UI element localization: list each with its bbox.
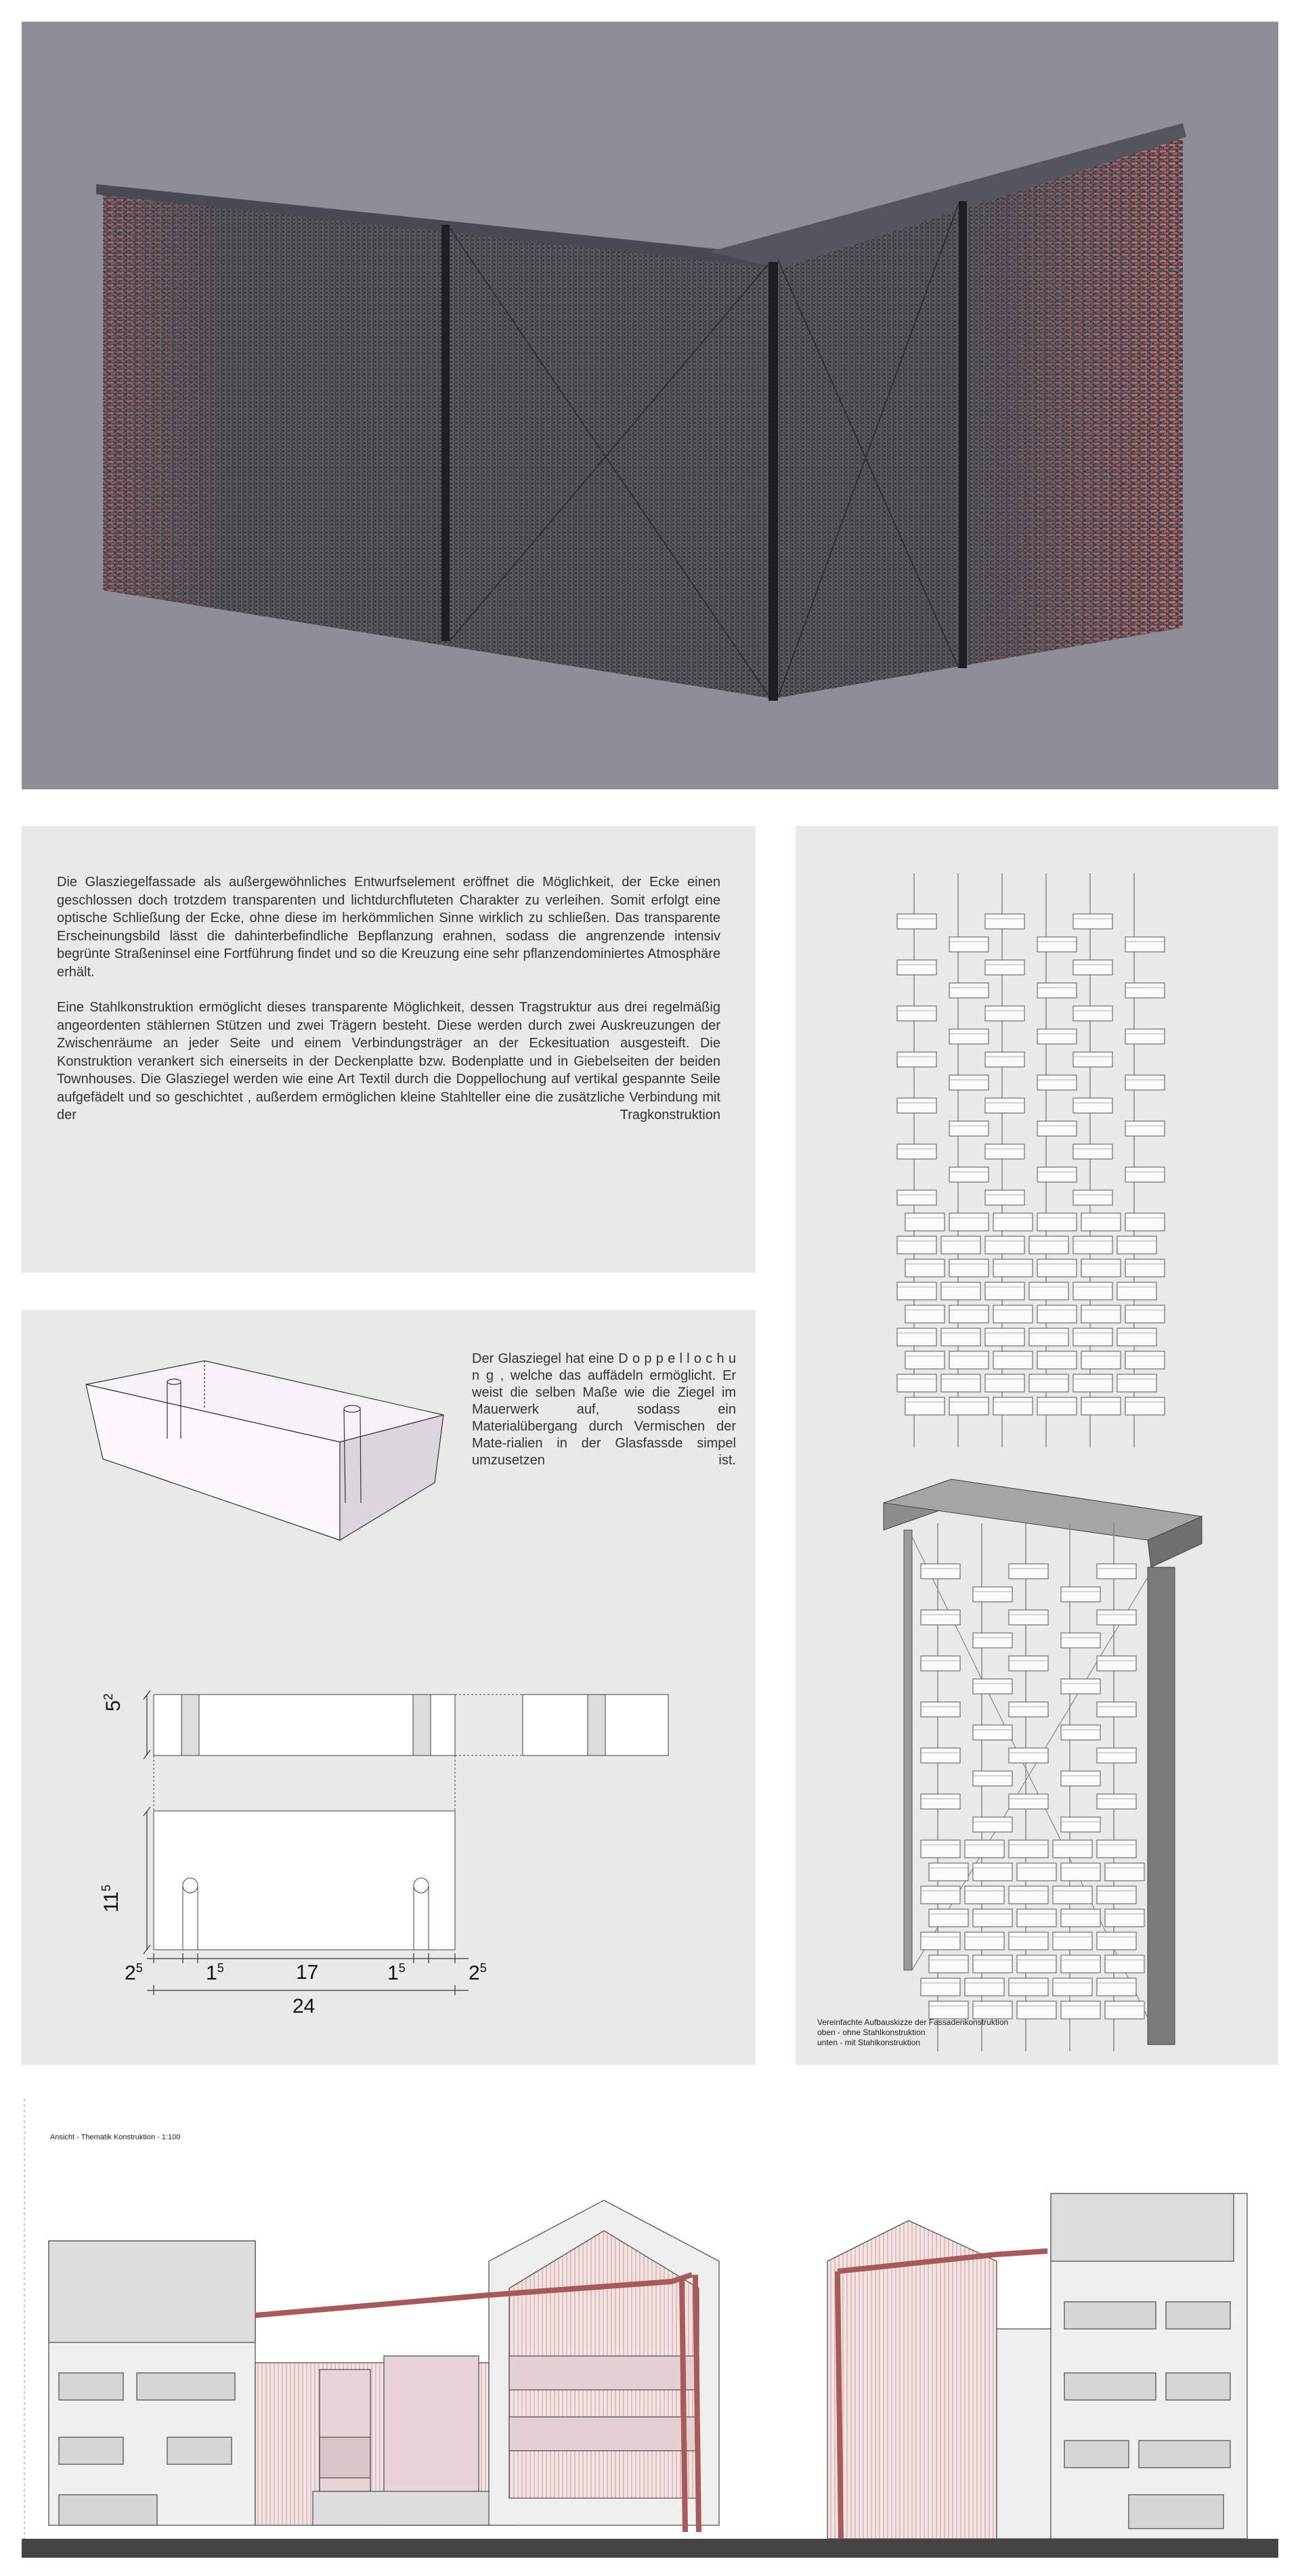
glass-brick — [1097, 1978, 1136, 1996]
glass-brick — [905, 1397, 945, 1415]
sketch-with-steel — [884, 1479, 1202, 2051]
dim-total: 24 — [292, 1995, 316, 2017]
glass-brick — [921, 1794, 960, 1809]
glass-brick — [1097, 1748, 1136, 1763]
glass-brick — [897, 1190, 936, 1205]
glass-brick-isometric — [86, 1361, 443, 1540]
glass-brick — [929, 1909, 968, 1927]
glass-brick — [1125, 1167, 1165, 1182]
glass-brick — [897, 914, 936, 929]
glass-brick — [993, 1397, 1033, 1415]
glass-brick-description: Der Glasziegel hat eine D o p p e l l o c h u n g , welche das auffädeln ermöglicht. Er weist die selben Maße wie die Ziegel im Mauerwerk auf, sodass ein Materialübergang durch Vermischen der Mate-rialien in der Glasfassde simpel umzusetzen ist. — [472, 1351, 736, 1468]
glass-brick — [1097, 1610, 1136, 1625]
glass-brick — [985, 1190, 1024, 1205]
glass-brick — [1017, 2001, 1056, 2019]
glass-brick — [1125, 1305, 1165, 1323]
glass-brick — [1061, 1817, 1100, 1832]
glass-brick — [985, 1144, 1024, 1159]
glass-brick — [1073, 1190, 1112, 1205]
glass-brick — [1117, 1282, 1156, 1300]
glass-brick — [941, 1236, 980, 1254]
glass-brick — [993, 1351, 1033, 1369]
brick-top-view — [154, 1695, 668, 1755]
glass-brick — [985, 1052, 1024, 1067]
glass-brick — [1037, 937, 1077, 952]
dim-left-margin: $2^5$ — [125, 1961, 143, 1984]
glass-brick — [1061, 1679, 1100, 1694]
glass-brick — [1017, 1955, 1056, 1973]
glass-brick — [1081, 1213, 1121, 1231]
column — [441, 225, 450, 641]
glass-brick — [949, 983, 989, 998]
glass-brick — [993, 1259, 1033, 1277]
glass-brick — [949, 1305, 989, 1323]
construction-paragraph: Eine Stahlkonstruktion ermöglicht dieses transparente Möglichkeit, dessen Tragstruktur aus drei regelmäßig angeordenten stählernen Stützen und zwei Trägern besteht. Diese werden durch zwei Auskreuzungen der Zwischenräume an jeder Seite und einem Verbindungsträger an der Eckesituation ausgesteift. Die Konstruktion verankert sich einerseits in der Deckenplatte bzw. Bodenplatte und in Giebelseiten der beiden Townhouses. Die Glasziegel werden wie eine Art Textil durch die Doppellochung auf vertikal gespannte Seile aufgefädelt und so geschichtet , außerdem ermöglichen kleine Stahlteller eine die zusätzliche Verbindung mit der Tragkonstruktion — [57, 1000, 720, 1122]
glass-brick — [897, 1282, 936, 1300]
glass-brick — [973, 1587, 1012, 1602]
glass-brick — [921, 1932, 960, 1950]
description-panel — [22, 826, 756, 1273]
dim-height-small: $5^2$ — [102, 1693, 125, 1711]
glass-brick — [1037, 1029, 1077, 1044]
glass-brick — [1073, 1006, 1112, 1021]
glass-brick — [897, 1236, 936, 1254]
glass-brick-panel — [22, 1310, 756, 2065]
glass-brick — [973, 1863, 1012, 1881]
glass-brick — [985, 1236, 1024, 1254]
glass-brick — [1037, 1397, 1077, 1415]
glass-brick — [921, 1748, 960, 1763]
glass-brick — [897, 1098, 936, 1113]
glass-brick — [1105, 1909, 1144, 1927]
glass-brick — [1105, 1955, 1144, 1973]
glass-brick — [985, 960, 1024, 975]
glass-brick — [1009, 1702, 1048, 1717]
glass-brick — [1061, 1771, 1100, 1786]
glass-brick — [1097, 1794, 1136, 1809]
glass-brick — [921, 1978, 960, 1996]
glass-brick — [1037, 983, 1077, 998]
glass-brick — [993, 1305, 1033, 1323]
glass-brick — [973, 2001, 1012, 2019]
glass-brick — [1125, 1029, 1165, 1044]
glass-brick — [1073, 1144, 1112, 1159]
column — [959, 201, 967, 668]
glass-brick — [1053, 1978, 1092, 1996]
glass-brick — [1029, 1374, 1068, 1392]
sketch-caption-line: oben - ohne Stahlkonstruktion — [817, 2028, 926, 2037]
glass-brick — [1029, 1328, 1068, 1346]
glass-brick — [1053, 1840, 1092, 1858]
glass-brick — [1125, 1213, 1165, 1231]
glass-brick — [973, 1955, 1012, 1973]
glass-brick — [1073, 914, 1112, 929]
ground — [22, 2539, 1278, 2558]
description-text — [57, 873, 720, 1142]
glass-brick — [985, 914, 1024, 929]
glass-brick — [965, 1978, 1004, 1996]
glass-brick — [1037, 1213, 1077, 1231]
glass-brick — [1125, 1351, 1165, 1369]
glass-brick — [985, 1006, 1024, 1021]
glass-brick — [921, 1656, 960, 1671]
dim-hole-right: $1^5$ — [387, 1961, 406, 1984]
elevation-panel — [22, 2099, 1278, 2559]
glass-brick — [1009, 1748, 1048, 1763]
glass-brick — [1037, 1259, 1077, 1277]
glass-brick — [1097, 1564, 1136, 1579]
glass-brick — [1073, 960, 1112, 975]
glass-brick — [973, 1771, 1012, 1786]
glass-brick — [1117, 1374, 1156, 1392]
glass-brick — [1037, 1121, 1077, 1136]
glass-brick — [1037, 1167, 1077, 1182]
glass-brick — [1073, 1052, 1112, 1067]
glass-brick — [1017, 1863, 1056, 1881]
glass-brick — [1081, 1259, 1121, 1277]
glass-brick — [1029, 1236, 1068, 1254]
glass-brick — [965, 1840, 1004, 1858]
elevation-caption: Ansicht - Thematik Konstruktion - 1:100 — [50, 2133, 181, 2141]
glass-brick — [941, 1328, 980, 1346]
glass-brick — [1009, 1610, 1048, 1625]
glass-brick — [973, 1817, 1012, 1832]
glass-brick — [1017, 1909, 1056, 1927]
glass-brick — [1061, 1909, 1100, 1927]
glass-brick — [941, 1282, 980, 1300]
glass-brick — [949, 1167, 989, 1182]
glass-brick — [1105, 1863, 1144, 1881]
glass-brick — [1073, 1282, 1112, 1300]
glass-brick — [1053, 1886, 1092, 1904]
glass-brick — [949, 1121, 989, 1136]
glass-brick — [973, 1679, 1012, 1694]
glass-brick — [949, 1397, 989, 1415]
glass-brick — [1081, 1305, 1121, 1323]
glass-brick — [1009, 1886, 1048, 1904]
glass-brick — [1125, 1397, 1165, 1415]
glass-brick — [905, 1351, 945, 1369]
facade-render-drawing — [22, 22, 1278, 789]
glass-brick — [1105, 2001, 1144, 2019]
glass-brick — [985, 1374, 1024, 1392]
glass-brick — [985, 1282, 1024, 1300]
glass-brick — [897, 1374, 936, 1392]
glass-brick — [973, 1725, 1012, 1740]
glass-brick — [1009, 1932, 1048, 1950]
glass-brick — [965, 1932, 1004, 1950]
glass-brick — [1125, 937, 1165, 952]
glass-brick — [1037, 1351, 1077, 1369]
glass-brick — [1009, 1978, 1048, 1996]
glass-brick — [1053, 1932, 1092, 1950]
glass-brick — [1061, 1725, 1100, 1740]
glass-brick — [1081, 1351, 1121, 1369]
sketch-caption — [817, 2017, 1008, 2048]
construction-sketch-drawing — [796, 826, 1278, 2065]
glass-brick — [985, 1098, 1024, 1113]
glass-brick — [1009, 1840, 1048, 1858]
elevation-drawing — [22, 2099, 1278, 2559]
glass-brick — [941, 1374, 980, 1392]
glass-brick — [1009, 1656, 1048, 1671]
glass-brick — [1097, 1932, 1136, 1950]
glass-brick — [897, 1144, 936, 1159]
glass-brick — [1117, 1328, 1156, 1346]
glass-brick — [1125, 1121, 1165, 1136]
glass-brick — [897, 1006, 936, 1021]
glass-brick — [1125, 1259, 1165, 1277]
glass-brick — [1125, 1075, 1165, 1090]
glass-brick — [949, 1029, 989, 1044]
dim-hole-left: $1^5$ — [206, 1961, 224, 1984]
glass-brick — [973, 1633, 1012, 1648]
glass-brick — [1097, 1840, 1136, 1858]
glass-brick — [1097, 1702, 1136, 1717]
sketch-without-steel — [897, 873, 1165, 1447]
glass-brick — [921, 1886, 960, 1904]
glass-brick — [993, 1213, 1033, 1231]
intro-paragraph: Die Glasziegelfassade als außergewöhnliches Entwurfselement eröffnet die Möglichkeit, der Ecke einen geschlossen doch trotzdem transparenten und lichtdurchfluteten Charakter zu verleihen. Somit erfolgt eine optische Schließung der Ecke, ohne diese im herkömmlichen Sinne wirklich zu schließen. Das transparente Erscheinungsbild lässt die dahinterbefindliche Bepflanzung erahnen, sodass die angrenzende intensiv begrünte Straßeninsel eine Fortführung findet und so die Kreuzung eine sehr pflanzendominiertes Atmosphäre erhält. — [57, 875, 720, 980]
sketch-caption-line: unten - mit Stahlkonstruktion — [817, 2038, 921, 2047]
glass-brick — [1073, 1236, 1112, 1254]
glass-brick — [921, 1610, 960, 1625]
glass-brick — [1009, 1794, 1048, 1809]
glass-brick — [949, 1351, 989, 1369]
dim-height-large: $11^5$ — [100, 1884, 123, 1913]
glass-brick — [1073, 1098, 1112, 1113]
glass-brick — [1061, 1955, 1100, 1973]
glass-brick — [949, 1259, 989, 1277]
brick-front-view — [154, 1755, 455, 1950]
glass-brick — [897, 1328, 936, 1346]
glass-brick — [1061, 1863, 1100, 1881]
glass-brick — [929, 1955, 968, 1973]
glass-brick — [949, 1213, 989, 1231]
glass-brick — [897, 960, 936, 975]
glass-brick — [1073, 1374, 1112, 1392]
glass-brick — [1117, 1236, 1156, 1254]
glass-brick — [921, 1564, 960, 1579]
glass-brick — [1061, 2001, 1100, 2019]
glass-brick — [1037, 1075, 1077, 1090]
glass-brick — [1029, 1282, 1068, 1300]
glass-brick — [905, 1213, 945, 1231]
glass-brick — [929, 1863, 968, 1881]
facade-render — [22, 22, 1278, 789]
column — [768, 262, 778, 701]
sketch-caption-line: Vereinfachte Aufbauskizze der Fassadenkonstruktion — [817, 2017, 1009, 2027]
glass-brick — [1037, 1305, 1077, 1323]
glass-brick — [929, 2001, 968, 2019]
glass-brick — [1125, 983, 1165, 998]
glass-brick — [1073, 1328, 1112, 1346]
glass-brick — [1081, 1397, 1121, 1415]
glass-brick — [905, 1259, 945, 1277]
glass-brick — [921, 1702, 960, 1717]
glass-brick — [1061, 1587, 1100, 1602]
glass-brick — [965, 1886, 1004, 1904]
glass-brick — [1097, 1886, 1136, 1904]
dim-middle: 17 — [296, 1961, 319, 1984]
glass-brick — [1097, 1656, 1136, 1671]
glass-brick — [1009, 1564, 1048, 1579]
glass-brick — [973, 1909, 1012, 1927]
glass-brick — [921, 1840, 960, 1858]
dim-right-margin: $2^5$ — [469, 1961, 487, 1984]
glass-brick — [905, 1305, 945, 1323]
glass-brick — [1061, 1633, 1100, 1648]
glass-brick — [897, 1052, 936, 1067]
glass-brick — [949, 1075, 989, 1090]
construction-sketch-panel — [796, 826, 1278, 2065]
glass-brick — [949, 937, 989, 952]
glass-brick — [985, 1328, 1024, 1346]
